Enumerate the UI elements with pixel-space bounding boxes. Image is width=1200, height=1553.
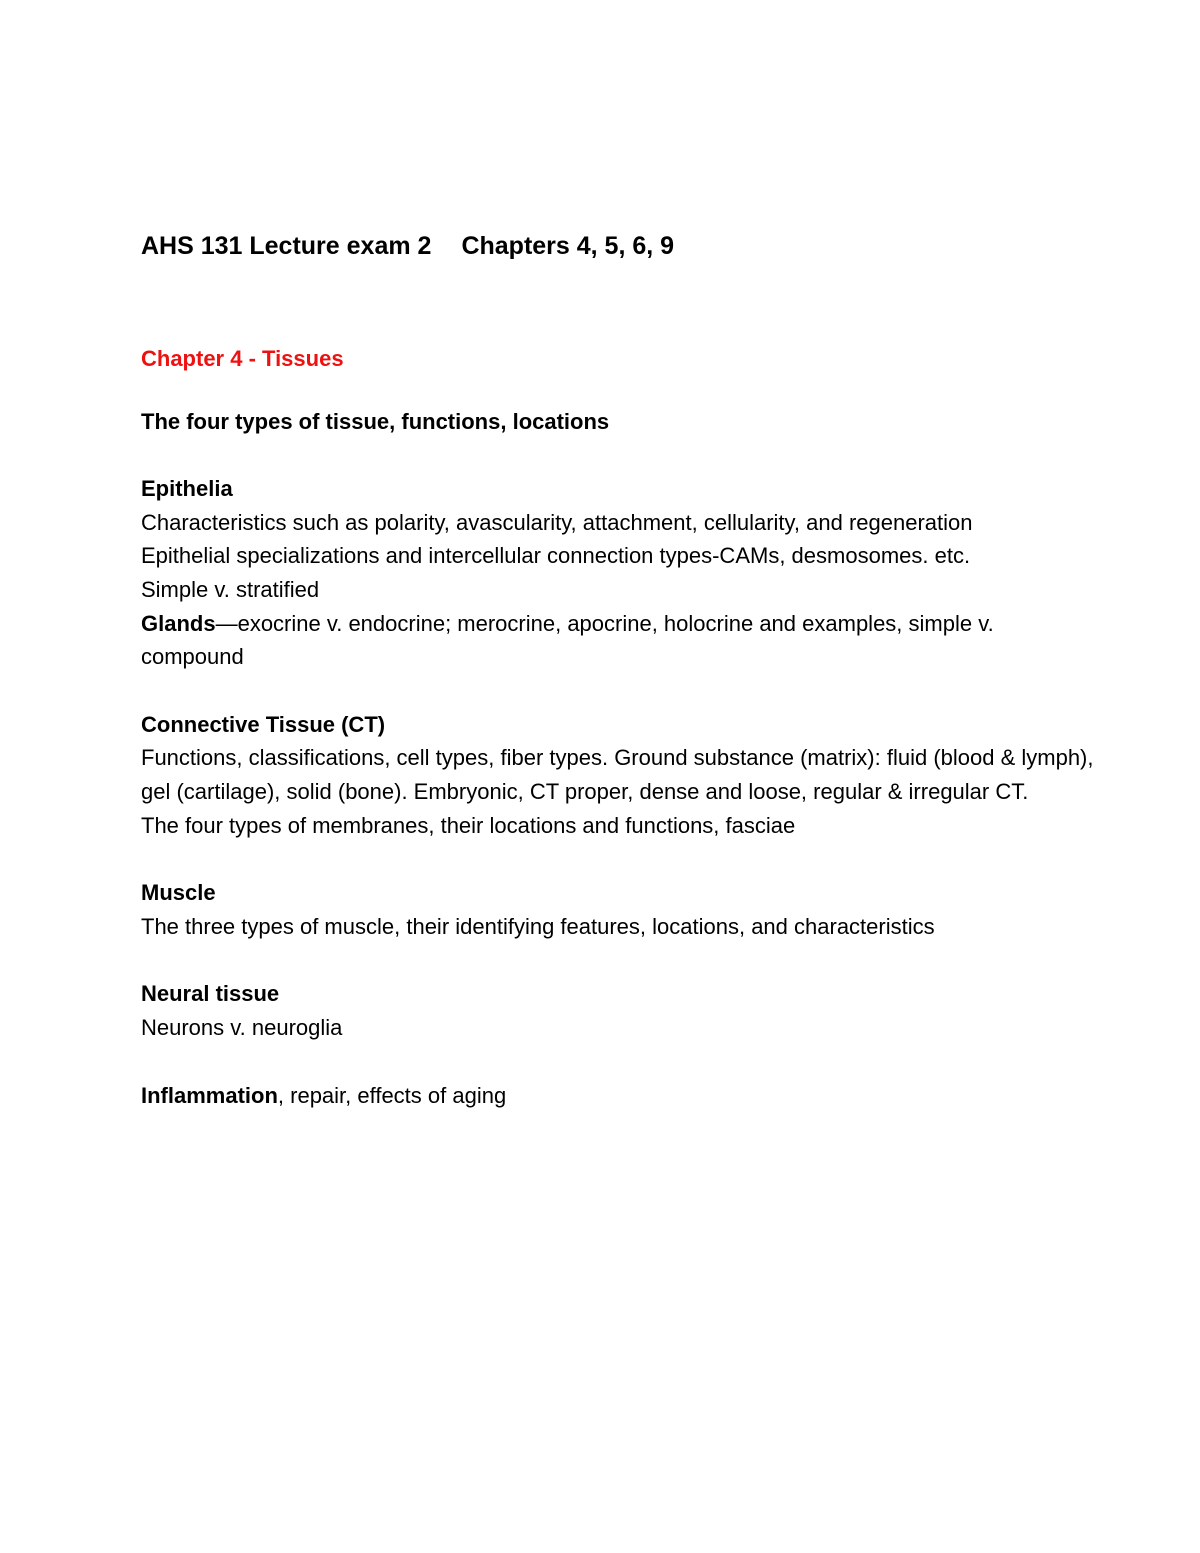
connective-heading: Connective Tissue (CT) <box>141 711 386 737</box>
neural-heading: Neural tissue <box>141 981 280 1007</box>
muscle-line: The three types of muscle, their identifying features, locations, and characteristics <box>141 913 935 939</box>
muscle-heading: Muscle <box>141 880 216 906</box>
epithelia-line: Simple v. stratified <box>141 576 320 602</box>
title-course: AHS 131 Lecture exam 2 <box>141 232 432 260</box>
section-muscle <box>141 876 1101 943</box>
document-body <box>141 226 1101 1112</box>
glands-line <box>141 607 1101 674</box>
inflammation-text: , repair, effects of aging <box>277 1082 507 1108</box>
connective-line: Functions, classifications, cell types, fiber types. Ground substance (matrix): fluid (blood & lymph), gel (cartilage), solid (bone). Embryonic, CT proper, dense and loose, regular & irregular CT. <box>141 745 1094 804</box>
section-connective-tissue <box>141 708 1101 842</box>
section-epithelia <box>141 472 1101 674</box>
glands-label: Glands <box>141 610 216 636</box>
chapter-heading: Chapter 4 - Tissues <box>141 346 344 371</box>
topic-heading: The four types of tissue, functions, locations <box>141 408 610 434</box>
glands-text: —exocrine v. endocrine; merocrine, apocrine, holocrine and examples, simple v. compound <box>141 610 994 670</box>
title-chapters: Chapters 4, 5, 6, 9 <box>461 232 675 260</box>
epithelia-heading: Epithelia <box>141 476 233 502</box>
epithelia-line: Characteristics such as polarity, avascularity, attachment, cellularity, and regeneration <box>141 509 973 535</box>
inflammation-line <box>141 1079 1101 1113</box>
inflammation-label: Inflammation <box>141 1082 278 1108</box>
neural-line: Neurons v. neuroglia <box>141 1014 343 1040</box>
connective-line: The four types of membranes, their locations and functions, fasciae <box>141 812 796 838</box>
document-title <box>141 226 1101 266</box>
section-inflammation <box>141 1079 1101 1113</box>
section-neural-tissue <box>141 977 1101 1044</box>
epithelia-line: Epithelial specializations and intercellular connection types-CAMs, desmosomes. etc. <box>141 543 971 569</box>
